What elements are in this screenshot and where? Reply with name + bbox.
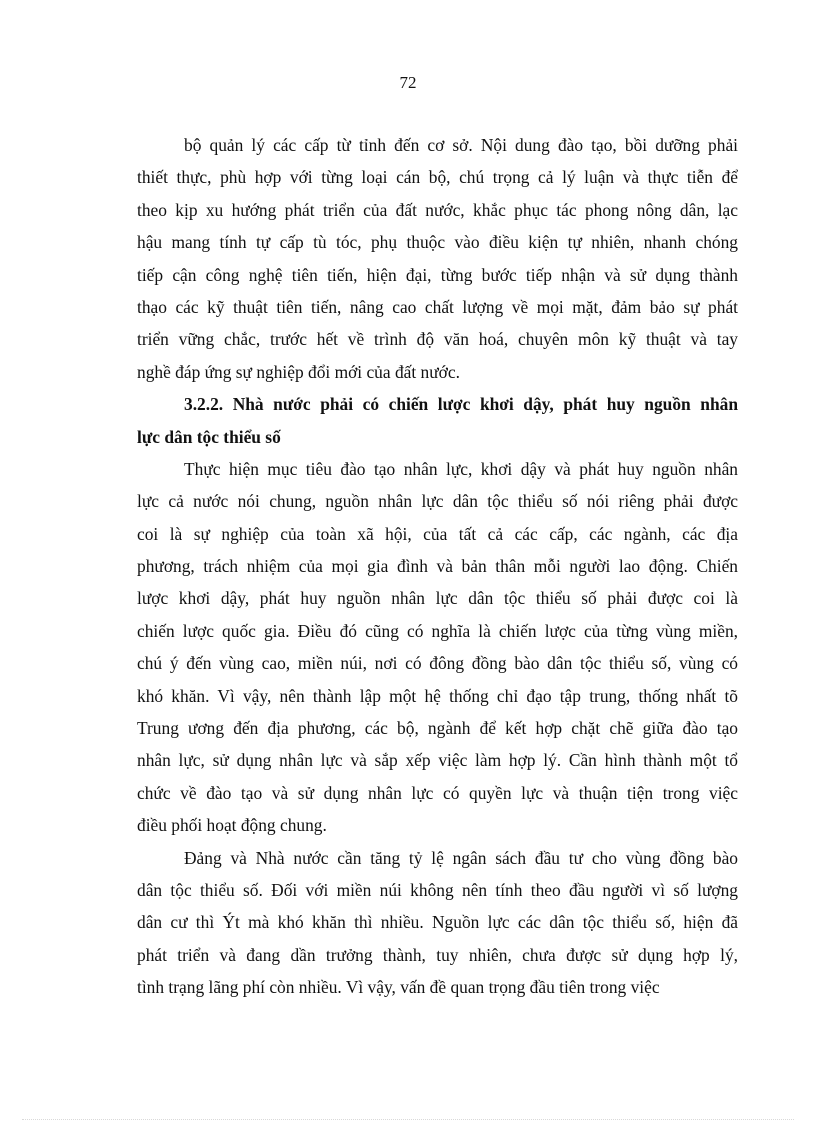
text-line: tình trạng lãng phí còn nhiều. Vì vậy, vấn đề quan trọng đầu tiên trong việc	[137, 977, 660, 998]
text-line: dân tộc thiểu số. Đối với miền núi không nên tính theo đầu người vì số lượng	[137, 879, 738, 900]
text-line: thạo các kỹ thuật tiên tiến, nâng cao chất lượng về mọi mặt, đảm bảo sự phát	[137, 296, 738, 317]
text-line: chức về đào tạo và sử dụng nhân lực có quyền lực và thuận tiện trong việc	[137, 782, 738, 803]
text-line: Trung ương đến địa phương, các bộ, ngành để kết hợp chặt chẽ giữa đào tạo	[137, 718, 738, 739]
paragraph-3	[137, 842, 738, 1004]
text-line: Đảng và Nhà nước cần tăng tỷ lệ ngân sách đầu tư cho vùng đồng bào	[184, 847, 738, 868]
text-line: hậu mang tính tự cấp tù tóc, phụ thuộc vào điều kiện tự nhiên, nhanh chóng	[137, 232, 738, 253]
text-line: phương, trách nhiệm của mọi gia đình và bản thân mỗi người lao động. Chiến	[137, 556, 738, 577]
paragraph-2	[137, 453, 738, 842]
text-line: triển vững chắc, trước hết về trình độ văn hoá, chuyên môn kỹ thuật và tay	[137, 329, 738, 350]
document-body	[137, 129, 738, 1004]
text-line: theo kịp xu hướng phát triển của đất nước, khắc phục tác phong nông dân, lạc	[137, 199, 738, 220]
text-line: phát triển và đang dần trưởng thành, tuy nhiên, chưa được sử dụng hợp lý,	[137, 944, 738, 965]
text-line: nghề đáp ứng sự nghiệp đổi mới của đất nước.	[137, 361, 460, 382]
text-line: Thực hiện mục tiêu đào tạo nhân lực, khơi dậy và phát huy nguồn nhân	[184, 458, 738, 479]
text-line: thiết thực, phù hợp với từng loại cán bộ, chú trọng cả lý luận và thực tiễn để	[137, 167, 738, 188]
text-line: khó khăn. Vì vậy, nên thành lập một hệ thống chỉ đạo tập trung, thống nhất tõ	[137, 685, 738, 706]
text-line: chú ý đến vùng cao, miền núi, nơi có đông đồng bào dân tộc thiểu số, vùng có	[137, 653, 738, 674]
text-line: lực cả nước nói chung, nguồn nhân lực dân tộc thiểu số nói riêng phải được	[137, 491, 738, 512]
heading-line: 3.2.2. Nhà nước phải có chiến lược khơi dậy, phát huy nguồn nhân	[184, 394, 738, 415]
text-line: điều phối hoạt động chung.	[137, 815, 327, 836]
page-number: 72	[399, 73, 417, 92]
text-line: bộ quản lý các cấp từ tỉnh đến cơ sở. Nội dung đào tạo, bồi dưỡng phải	[184, 135, 738, 155]
heading-line: lực dân tộc thiểu số	[137, 426, 281, 447]
paragraph-1	[137, 129, 738, 388]
text-line: chiến lược quốc gia. Điều đó cũng có nghĩa là chiến lược của từng vùng miền,	[137, 620, 738, 641]
text-line: nhân lực, sử dụng nhân lực và sắp xếp việc làm hợp lý. Cần hình thành một tổ	[137, 750, 738, 771]
text-line: coi là sự nghiệp của toàn xã hội, của tất cả các cấp, các ngành, các địa	[137, 523, 738, 544]
page-bottom-divider	[22, 1119, 794, 1120]
text-line: dân cư thì Ýt mà khó khăn thì nhiều. Nguồn lực các dân tộc thiểu số, hiện đã	[137, 912, 738, 933]
text-line: tiếp cận công nghệ tiên tiến, hiện đại, từng bước tiếp nhận và sử dụng thành	[137, 264, 738, 285]
section-heading	[137, 388, 738, 453]
text-line: lược khơi dậy, phát huy nguồn nhân lực dân tộc thiểu số phải được coi là	[137, 588, 738, 609]
